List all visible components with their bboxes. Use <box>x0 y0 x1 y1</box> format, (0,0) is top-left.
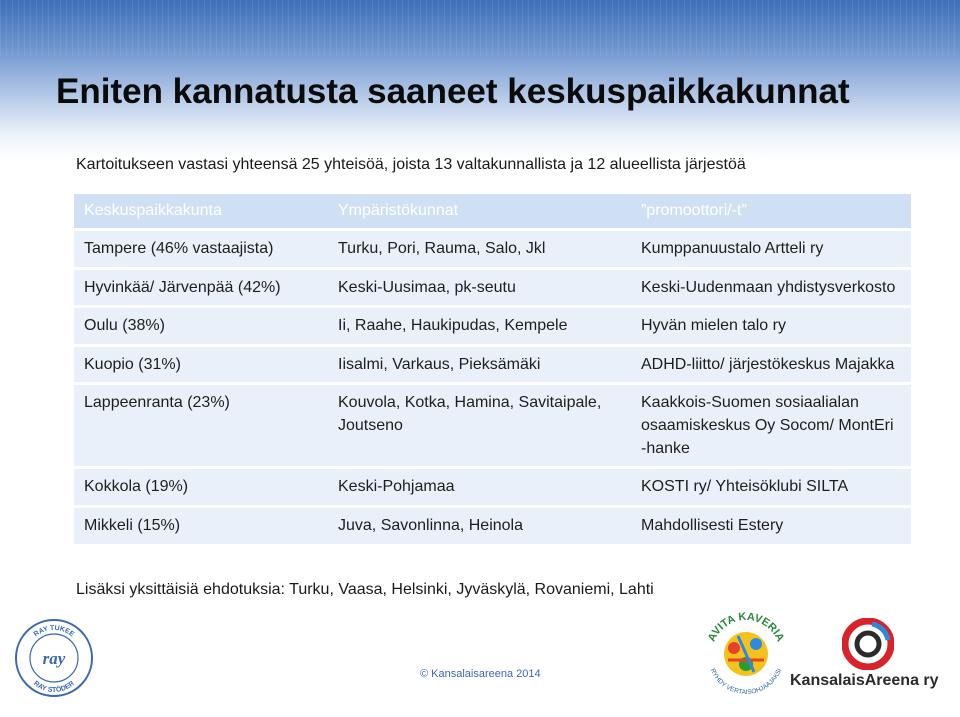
cell-promoter: Hyvän mielen talo ry <box>631 308 911 344</box>
table-row <box>74 385 911 466</box>
cell-municipalities: Ii, Raahe, Haukipudas, Kempele <box>328 308 631 344</box>
header-ymparistokunnat: Ympäristökunnat <box>328 194 631 228</box>
avita-kaveria-logo <box>698 604 794 700</box>
copyright-footer: © Kansalaisareena 2014 <box>420 668 541 680</box>
cell-city: Kokkola (19%) <box>74 469 328 505</box>
header-keskuspaikkakunta: Keskuspaikkakunta <box>74 194 328 228</box>
cell-promoter: KOSTI ry/ Yhteisöklubi SILTA <box>631 469 911 505</box>
table-header-row <box>74 194 911 228</box>
cell-city: Tampere (46% vastaajista) <box>74 231 328 267</box>
cell-municipalities: Keski-Uusimaa, pk-seutu <box>328 270 631 305</box>
cell-city: Oulu (38%) <box>74 308 328 344</box>
ray-logo <box>14 618 94 698</box>
cell-promoter: ADHD-liitto/ järjestökeskus Majakka <box>631 347 911 382</box>
cell-city: Lappeenranta (23%) <box>74 385 328 466</box>
locations-table <box>74 191 911 547</box>
slide-title: Eniten kannatusta saaneet keskuspaikkakunnat <box>56 72 850 111</box>
kansalaisareena-name: KansalaisAreena ry <box>790 672 939 689</box>
cell-municipalities: Kouvola, Kotka, Hamina, Savitaipale, Joutseno <box>328 385 631 466</box>
table-row <box>74 270 911 305</box>
kansalaisareena-mark-icon <box>842 618 894 670</box>
cell-promoter: Keski-Uudenmaan yhdistysverkosto <box>631 270 911 305</box>
kansalaisareena-logo <box>790 616 950 696</box>
cell-municipalities: Juva, Savonlinna, Heinola <box>328 508 631 544</box>
cell-municipalities: Turku, Pori, Rauma, Salo, Jkl <box>328 231 631 267</box>
avita-logo-bottom-text: RYHDY VERTAISOHJAAJAKSI <box>708 667 784 697</box>
cell-city: Hyvinkää/ Järvenpää (42%) <box>74 270 328 305</box>
table-row <box>74 347 911 382</box>
cell-municipalities: Iisalmi, Varkaus, Pieksämäki <box>328 347 631 382</box>
table-row <box>74 508 911 544</box>
ray-logo-center-text: ray <box>42 649 66 668</box>
cell-promoter: Mahdollisesti Estery <box>631 508 911 544</box>
additional-suggestions: Lisäksi yksittäisiä ehdotuksia: Turku, Vaasa, Helsinki, Jyväskylä, Rovaniemi, Lahti <box>76 581 654 598</box>
ray-logo-top-text: RAY TUKEE <box>32 624 76 639</box>
cell-promoter: Kaakkois-Suomen sosiaalialan osaamiskeskus Oy Socom/ MontEri -hanke <box>631 385 911 466</box>
slide-subtitle: Kartoitukseen vastasi yhteensä 25 yhteisöä, joista 13 valtakunnallista ja 12 alueellista järjestöä <box>76 156 746 173</box>
table-row <box>74 231 911 267</box>
header-promoottori: ”promoottori/-t” <box>631 194 911 228</box>
cell-municipalities: Keski-Pohjamaa <box>328 469 631 505</box>
cell-city: Mikkeli (15%) <box>74 508 328 544</box>
ray-logo-bottom-text: RAY STÖDER <box>32 680 76 695</box>
cell-city: Kuopio (31%) <box>74 347 328 382</box>
avita-logo-top-text: AVITA KAVERIA <box>705 610 787 644</box>
table-row <box>74 469 911 505</box>
cell-promoter: Kumppanuustalo Artteli ry <box>631 231 911 267</box>
table-row <box>74 308 911 344</box>
